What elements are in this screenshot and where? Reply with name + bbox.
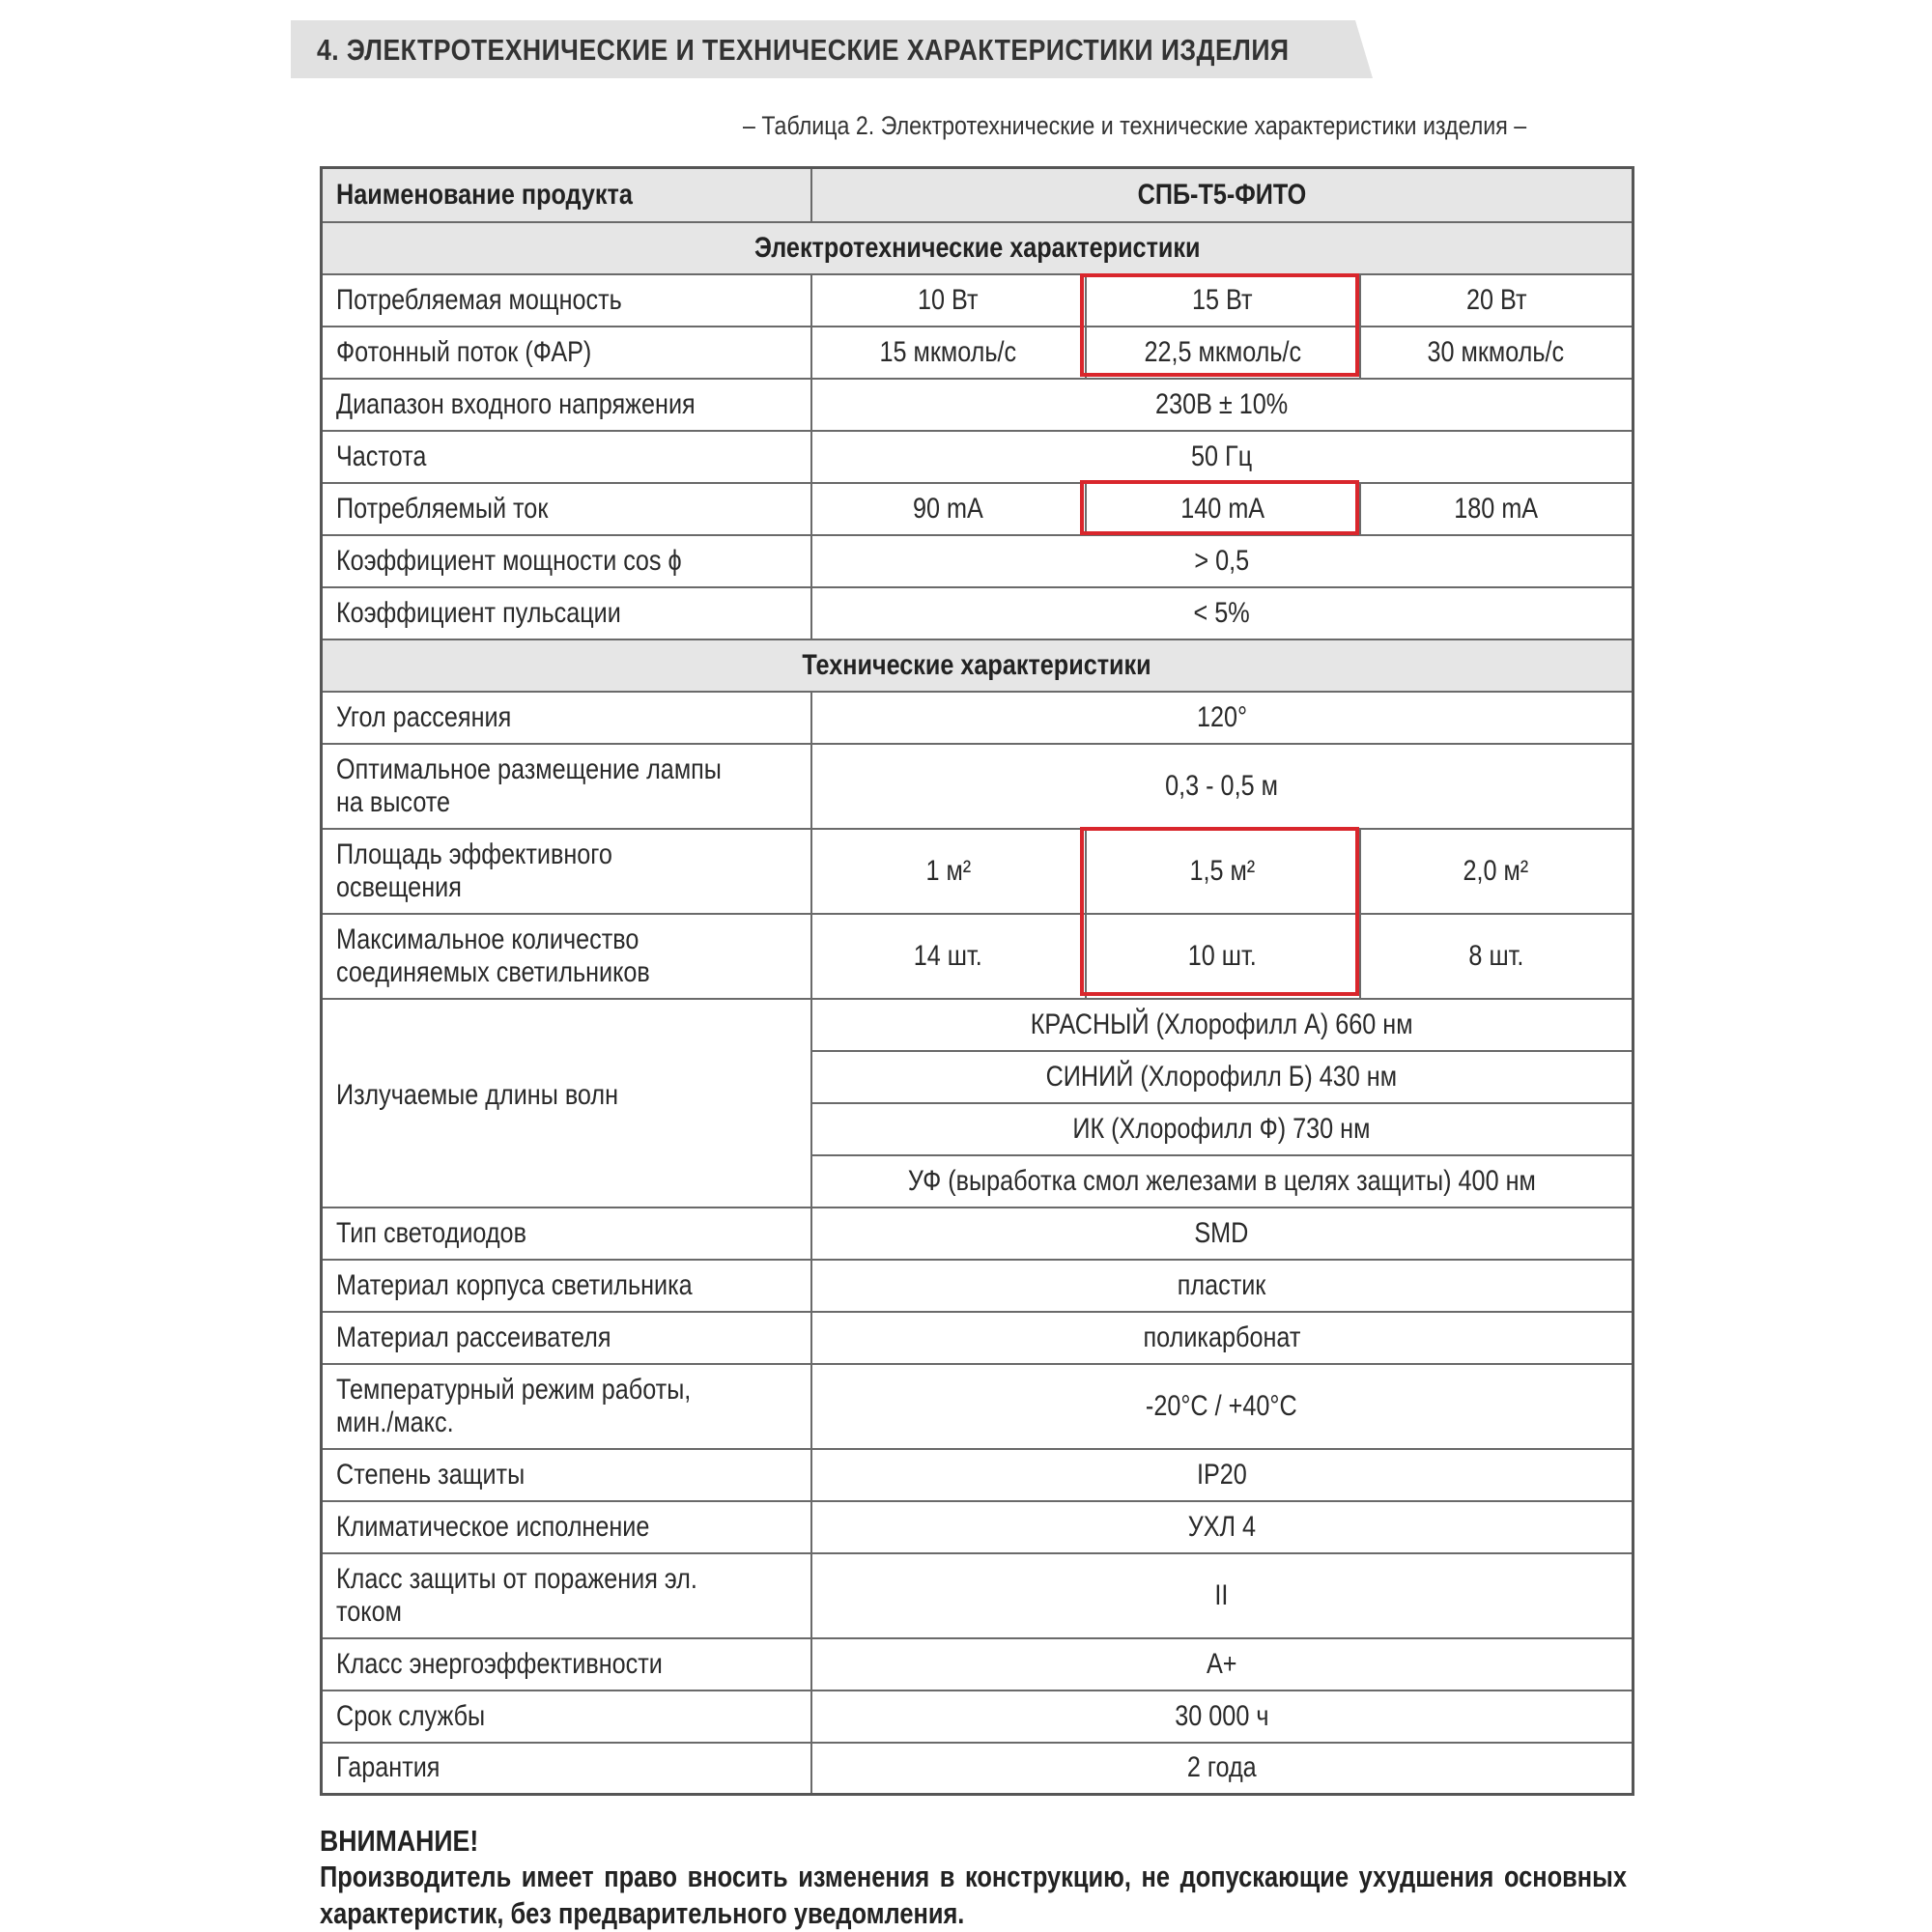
table-row: СИНИЙ (Хлорофилл Б) 430 нм xyxy=(322,1051,1634,1103)
header-label: Наименование продукта xyxy=(322,168,811,222)
table-row: Коэффициент мощности cos ϕ > 0,5 xyxy=(322,535,1634,587)
table-row: Температурный режим работы, мин./макс. -20°С / +40°С xyxy=(322,1364,1634,1449)
table-row: Излучаемые длины волн КРАСНЫЙ (Хлорофилл А) 660 нм xyxy=(322,999,1634,1051)
table-row: Материал рассеивателя поликарбонат xyxy=(322,1312,1634,1364)
table-row: Степень защиты IP20 xyxy=(322,1449,1634,1501)
table-row: Гарантия 2 года xyxy=(322,1743,1634,1795)
table-row: Материал корпуса светильника пластик xyxy=(322,1260,1634,1312)
table-row: УФ (выработка смол железами в целях защиты) 400 нм xyxy=(322,1155,1634,1208)
table-row: Тип светодиодов SMD xyxy=(322,1208,1634,1260)
table-row: Фотонный поток (ФАР) 15 мкмоль/с 22,5 мкмоль/с 30 мкмоль/с xyxy=(322,327,1634,379)
table-header-row xyxy=(322,168,1634,222)
table-row: Диапазон входного напряжения 230В ± 10% xyxy=(322,379,1634,431)
table-row: Потребляемый ток 90 mA 140 mA 180 mA xyxy=(322,483,1634,535)
table-row: Климатическое исполнение УХЛ 4 xyxy=(322,1501,1634,1553)
table-row: ИК (Хлорофилл Ф) 730 нм xyxy=(322,1103,1634,1155)
table-row: Оптимальное размещение лампы на высоте 0,3 - 0,5 м xyxy=(322,744,1634,829)
section-title: 4. ЭЛЕКТРОТЕХНИЧЕСКИЕ И ТЕХНИЧЕСКИЕ ХАРАКТЕРИСТИКИ ИЗДЕЛИЯ xyxy=(317,33,1290,67)
section-row-electrical: Электротехнические характеристики xyxy=(322,222,1634,274)
section-row-technical: Технические характеристики xyxy=(322,639,1634,692)
table-row: Частота 50 Гц xyxy=(322,431,1634,483)
warning-title: ВНИМАНИЕ! xyxy=(320,1824,479,1858)
product-name: СПБ-Т5-ФИТО xyxy=(811,168,1634,222)
table-row: Угол рассеяния 120° xyxy=(322,692,1634,744)
warning-text: Производитель имеет право вносить изменения в конструкцию, не допускающие ухудшения основных характеристик, без предварительного уведомления. xyxy=(320,1860,1627,1930)
table-row: Площадь эффективного освещения 1 м² 1,5 м² 2,0 м² xyxy=(322,829,1634,914)
spec-table xyxy=(320,166,1634,1796)
table-row: Класс энергоэффективности А+ xyxy=(322,1638,1634,1690)
table-row: Потребляемая мощность 10 Вт 15 Вт 20 Вт xyxy=(322,274,1634,327)
table-caption: – Таблица 2. Электротехнические и технические характеристики изделия – xyxy=(743,110,1527,140)
table-row: Класс защиты от поражения эл. током II xyxy=(322,1553,1634,1638)
table-row: Максимальное количество соединяемых светильников 14 шт. 10 шт. 8 шт. xyxy=(322,914,1634,999)
table-row: Коэффициент пульсации < 5% xyxy=(322,587,1634,639)
table-row: Срок службы 30 000 ч xyxy=(322,1690,1634,1743)
